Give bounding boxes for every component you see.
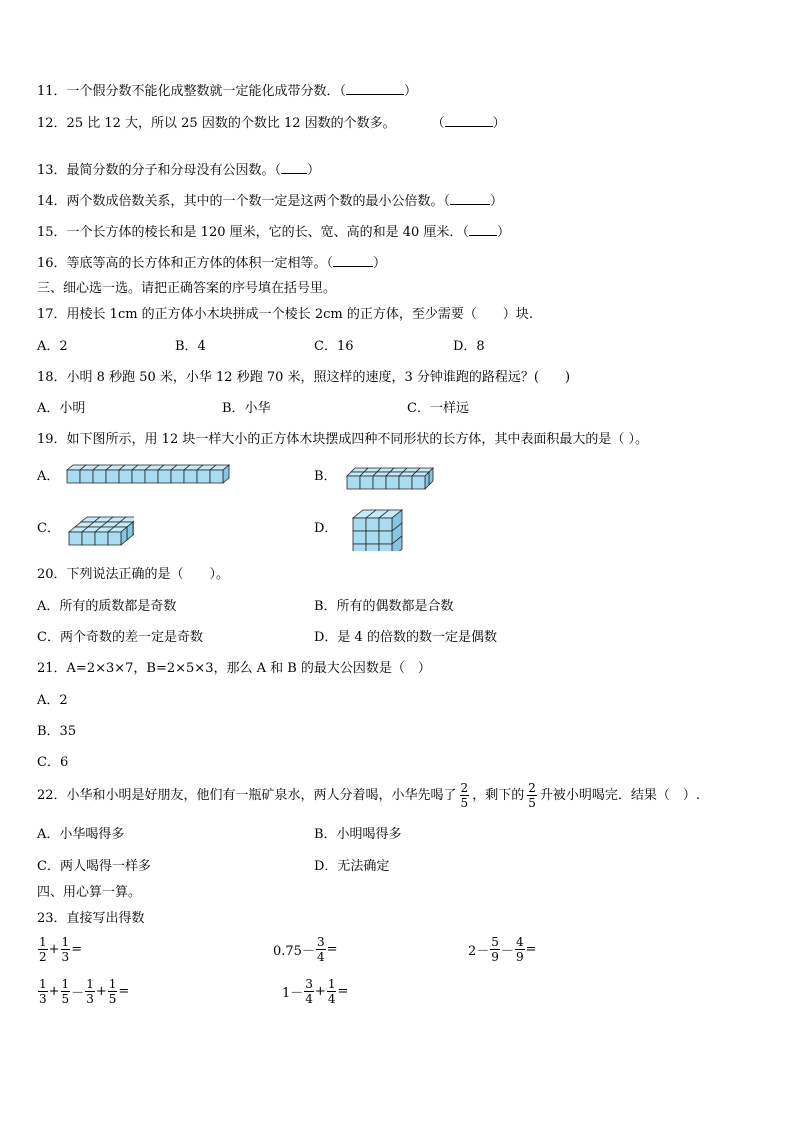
question-11-text: 11．一个假分数不能化成整数就一定能化成带分数．（ [37, 84, 347, 99]
q19-option-c[interactable]: C． [37, 521, 60, 536]
question-21-text: 21．A=2×3×7，B=2×5×3，那么 A 和 B 的最大公因数是（ ） [37, 661, 431, 676]
q22-option-d[interactable]: D．无法确定 [314, 859, 390, 874]
question-14-text: 14．两个数成倍数关系，其中的一个数一定是这两个数的最小公倍数。（ [37, 194, 451, 209]
fraction-two-fifths: $\frac{2}{5}$ [460, 781, 469, 810]
q18-option-b[interactable]: B．小华 [222, 401, 271, 416]
question-15: 15．一个长方体的棱长和是 120 厘米，它的长、宽、高的和是 40 厘米．（ ） [37, 225, 510, 240]
question-20-text: 20．下列说法正确的是（ ）。 [37, 567, 230, 582]
q17-option-c[interactable]: C．16 [314, 339, 354, 354]
q22-option-c[interactable]: C．两人喝得一样多 [37, 859, 151, 874]
q18-option-a[interactable]: A．小明 [37, 401, 86, 416]
answer-blank-13[interactable] [281, 161, 307, 174]
q21-option-c[interactable]: C．6 [37, 755, 69, 770]
q19-option-a[interactable]: A． [37, 469, 60, 484]
q20-option-a[interactable]: A．所有的质数都是奇数 [37, 599, 177, 614]
answer-blank-14[interactable] [450, 192, 490, 205]
question-11: 11．一个假分数不能化成整数就一定能化成带分数．（ ） [37, 84, 418, 99]
question-18-text: 18．小明 8 秒跑 50 米，小华 12 秒跑 70 米，照这样的速度，3 分钟谁跑的路程远？( ) [37, 370, 571, 385]
expression-2: 0.75－ $\frac{3}{4}$ = [273, 935, 338, 964]
q18-option-c[interactable]: C．一样远 [407, 401, 469, 416]
q21-option-a[interactable]: A．2 [37, 693, 68, 708]
question-17-text: 17．用棱长 1cm 的正方体小木块拼成一个棱长 2cm 的正方体，至少需要（ ）块. [37, 307, 533, 322]
question-16-text: 16．等底等高的长方体和正方体的体积一定相等。（ [37, 256, 334, 271]
answer-blank-12[interactable] [445, 114, 493, 127]
cuboid-b-2x6-image [346, 466, 440, 492]
q20-option-b[interactable]: B．所有的偶数都是合数 [314, 599, 454, 614]
section-4-heading: 四、用心算一算。 [37, 885, 142, 900]
question-16: 16．等底等高的长方体和正方体的体积一定相等。（ ） [37, 256, 387, 271]
expression-3: 2－ $\frac{5}{9}$ － $\frac{4}{9}$ = [468, 935, 537, 964]
question-22-text: 22．小华和小明是好朋友，他们有一瓶矿泉水，两人分着喝，小华先喝了 $\frac{2}{5}$ ，剩下的 $\frac{2}{5}$ 升被小明喝完．结果（ ）. [37, 781, 700, 810]
q20-option-c[interactable]: C．两个奇数的差一定是奇数 [37, 630, 203, 645]
question-23-text: 23．直接写出得数 [37, 911, 145, 926]
fraction-two-fifths-second: $\frac{2}{5}$ [528, 781, 536, 810]
question-14: 14．两个数成倍数关系，其中的一个数一定是这两个数的最小公倍数。（ ） [37, 194, 504, 209]
q17-option-b[interactable]: B．4 [175, 339, 206, 354]
question-19-text: 19．如下图所示，用 12 块一样大小的正方体木块摆成四种不同形状的长方体，其中表面积最大的是（ ）。 [37, 432, 648, 447]
section-3-heading: 三、细心选一选。请把正确答案的序号填在括号里。 [37, 281, 337, 296]
q17-option-a[interactable]: A．2 [37, 339, 68, 354]
q22-option-a[interactable]: A．小华喝得多 [37, 827, 125, 842]
cuboid-d-2x2x3-image [352, 509, 408, 551]
question-13: 13．最简分数的分子和分母没有公因数。（ ） [37, 163, 321, 178]
q19-option-b[interactable]: B． [314, 469, 337, 484]
question-12-text: 12．25 比 12 大，所以 25 因数的个数比 12 因数的个数多。 [37, 116, 396, 131]
q20-option-d[interactable]: D．是 4 的倍数的数一定是偶数 [314, 630, 497, 645]
question-12: 12．25 比 12 大，所以 25 因数的个数比 12 因数的个数多。 （ ） [37, 116, 506, 131]
question-13-text: 13．最简分数的分子和分母没有公因数。（ [37, 163, 282, 178]
expression-5: 1－ $\frac{3}{4}$ + $\frac{1}{4}$ = [282, 977, 349, 1006]
q19-option-d[interactable]: D． [314, 521, 338, 536]
expression-1: $\frac{1}{2}$ + $\frac{1}{3}$ = [39, 935, 83, 964]
answer-blank-11[interactable] [346, 82, 404, 95]
question-15-text: 15．一个长方体的棱长和是 120 厘米，它的长、宽、高的和是 40 厘米．（ [37, 225, 469, 240]
q17-option-d[interactable]: D．8 [453, 339, 485, 354]
q21-option-b[interactable]: B．35 [37, 724, 77, 739]
cuboid-a-1x12-image [66, 464, 234, 488]
cuboid-c-3x4-image [68, 509, 134, 547]
q22-option-b[interactable]: B．小明喝得多 [314, 827, 402, 842]
expression-4: $\frac{1}{3}$ + $\frac{1}{5}$ － $\frac{1}{3}$ + $\frac{1}{5}$ = [39, 977, 130, 1006]
answer-blank-15[interactable] [469, 223, 497, 236]
answer-blank-16[interactable] [333, 254, 373, 267]
